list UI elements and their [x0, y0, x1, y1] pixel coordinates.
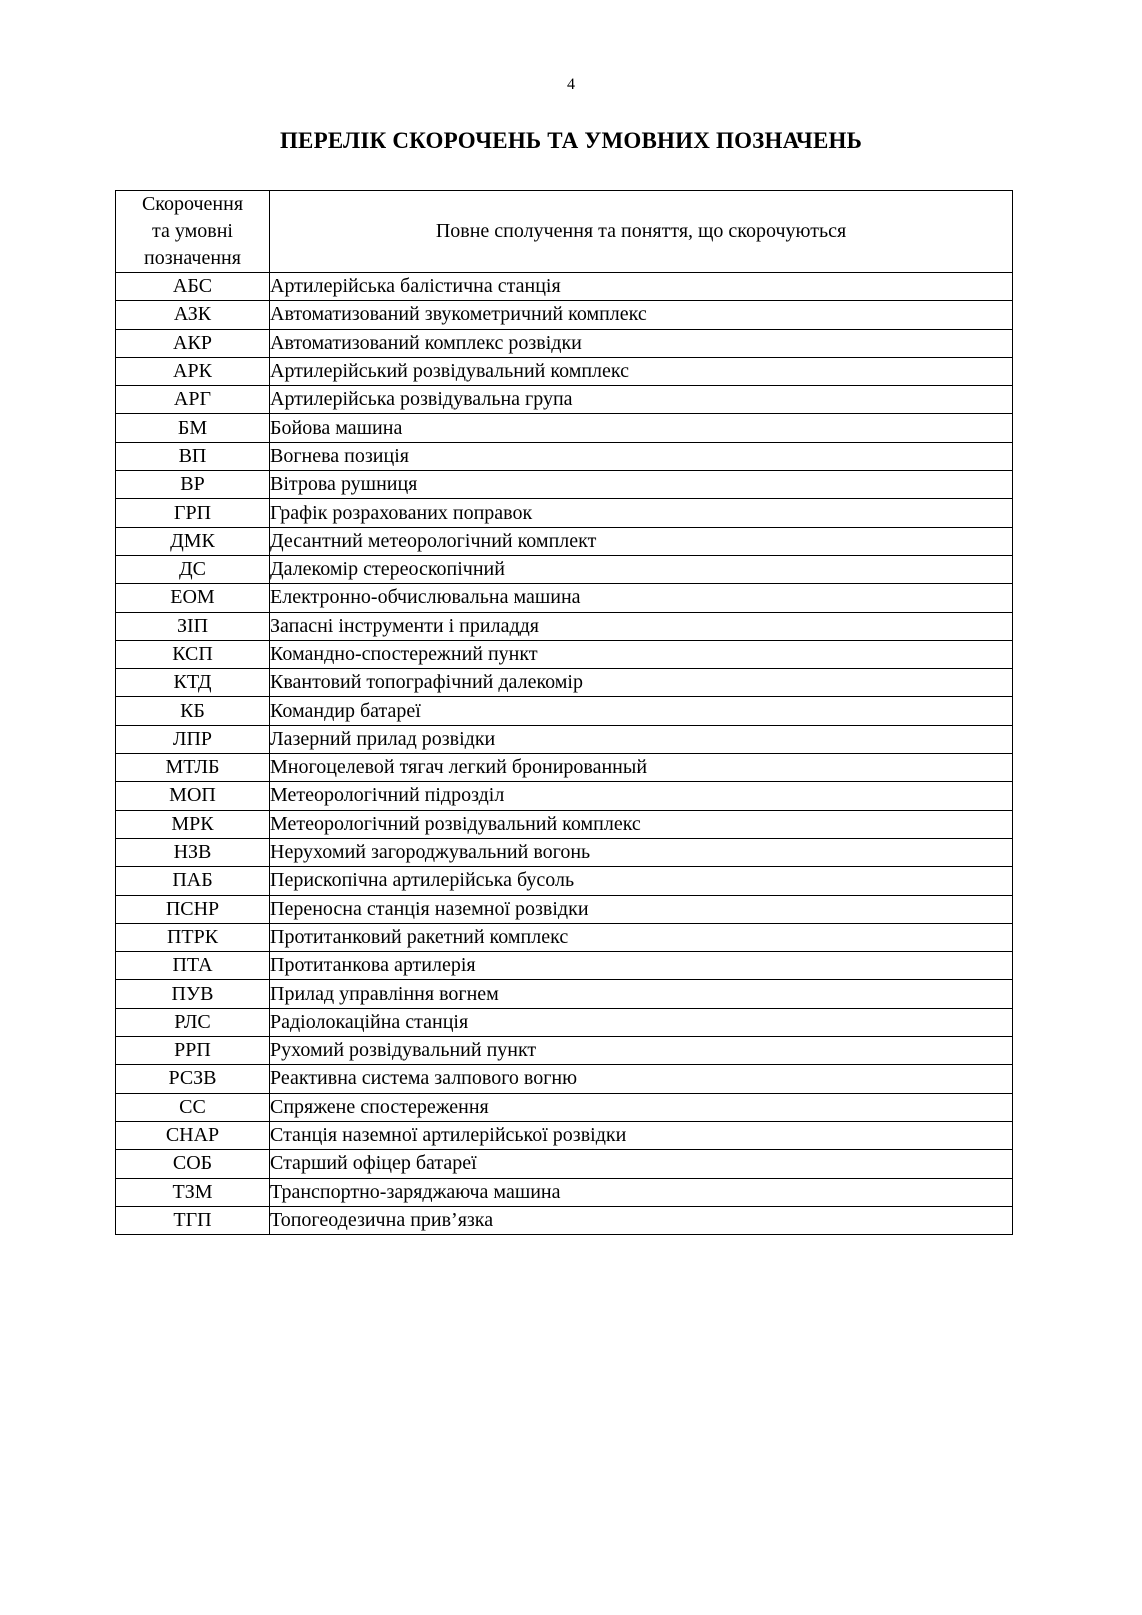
- table-row: [116, 782, 1013, 810]
- abbreviation-cell: ЛПР: [116, 725, 270, 753]
- full-meaning-cell: Лазерний прилад розвідки: [270, 725, 1013, 753]
- abbreviation-cell: ТГП: [116, 1206, 270, 1234]
- header-full-meaning: Повне сполучення та поняття, що скорочуються: [270, 191, 1013, 273]
- abbreviation-cell: ДМК: [116, 527, 270, 555]
- full-meaning-cell: Перископічна артилерійська бусоль: [270, 867, 1013, 895]
- table-row: [116, 1065, 1013, 1093]
- abbreviation-cell: ПТРК: [116, 923, 270, 951]
- full-meaning-cell: Десантний метеорологічний комплект: [270, 527, 1013, 555]
- table-row: [116, 329, 1013, 357]
- full-meaning-cell: Топогеодезична прив’язка: [270, 1206, 1013, 1234]
- table-row: [116, 640, 1013, 668]
- abbreviation-cell: ПАБ: [116, 867, 270, 895]
- table-row: [116, 499, 1013, 527]
- header-abbreviation-line: позначення: [144, 247, 241, 269]
- full-meaning-cell: Вогнева позиція: [270, 442, 1013, 470]
- abbreviation-cell: МРК: [116, 810, 270, 838]
- table-row: [116, 838, 1013, 866]
- abbreviation-cell: БМ: [116, 414, 270, 442]
- table-row: [116, 442, 1013, 470]
- full-meaning-cell: Транспортно-заряджаюча машина: [270, 1178, 1013, 1206]
- table-row: [116, 357, 1013, 385]
- abbreviation-cell: КСП: [116, 640, 270, 668]
- header-abbreviation: [116, 191, 270, 273]
- full-meaning-cell: Командно-спостережний пункт: [270, 640, 1013, 668]
- full-meaning-cell: Многоцелевой тягач легкий бронированный: [270, 754, 1013, 782]
- abbreviation-cell: СОБ: [116, 1150, 270, 1178]
- table-row: [116, 1121, 1013, 1149]
- table-row: [116, 1008, 1013, 1036]
- abbreviation-cell: АКР: [116, 329, 270, 357]
- abbreviation-cell: ТЗМ: [116, 1178, 270, 1206]
- abbreviation-cell: ПСНР: [116, 895, 270, 923]
- full-meaning-cell: Бойова машина: [270, 414, 1013, 442]
- abbreviation-cell: ВП: [116, 442, 270, 470]
- abbreviation-cell: НЗВ: [116, 838, 270, 866]
- abbreviation-cell: ВР: [116, 471, 270, 499]
- abbreviation-cell: РСЗВ: [116, 1065, 270, 1093]
- table-row: [116, 471, 1013, 499]
- table-row: [116, 810, 1013, 838]
- full-meaning-cell: Артилерійська балістична станція: [270, 273, 1013, 301]
- abbreviation-cell: КБ: [116, 697, 270, 725]
- abbreviation-cell: ДС: [116, 555, 270, 583]
- full-meaning-cell: Нерухомий загороджувальний вогонь: [270, 838, 1013, 866]
- full-meaning-cell: Командир батареї: [270, 697, 1013, 725]
- full-meaning-cell: Квантовий топографічний далекомір: [270, 669, 1013, 697]
- abbreviation-cell: АРК: [116, 357, 270, 385]
- abbreviation-cell: РРП: [116, 1037, 270, 1065]
- table-body: [116, 273, 1013, 1235]
- header-abbreviation-line: та умовні: [152, 220, 233, 242]
- table-row: [116, 273, 1013, 301]
- full-meaning-cell: Вітрова рушниця: [270, 471, 1013, 499]
- table-row: [116, 669, 1013, 697]
- abbreviation-cell: КТД: [116, 669, 270, 697]
- full-meaning-cell: Протитанковий ракетний комплекс: [270, 923, 1013, 951]
- table-row: [116, 895, 1013, 923]
- full-meaning-cell: Радіолокаційна станція: [270, 1008, 1013, 1036]
- full-meaning-cell: Метеорологічний розвідувальний комплекс: [270, 810, 1013, 838]
- table-row: [116, 725, 1013, 753]
- abbreviation-cell: МОП: [116, 782, 270, 810]
- table-row: [116, 386, 1013, 414]
- table-row: [116, 1037, 1013, 1065]
- abbreviation-cell: ГРП: [116, 499, 270, 527]
- table-row: [116, 584, 1013, 612]
- abbreviation-cell: СНАР: [116, 1121, 270, 1149]
- abbreviation-cell: АРГ: [116, 386, 270, 414]
- table-row: [116, 980, 1013, 1008]
- table-row: [116, 414, 1013, 442]
- table-header-row: [116, 191, 1013, 273]
- full-meaning-cell: Артилерійська розвідувальна група: [270, 386, 1013, 414]
- full-meaning-cell: Реактивна система залпового вогню: [270, 1065, 1013, 1093]
- full-meaning-cell: Протитанкова артилерія: [270, 952, 1013, 980]
- table-row: [116, 527, 1013, 555]
- full-meaning-cell: Запасні інструменти і приладдя: [270, 612, 1013, 640]
- abbreviation-cell: АБС: [116, 273, 270, 301]
- header-abbreviation-line: Скорочення: [141, 193, 244, 215]
- full-meaning-cell: Старший офіцер батареї: [270, 1150, 1013, 1178]
- full-meaning-cell: Станція наземної артилерійської розвідки: [270, 1121, 1013, 1149]
- abbreviation-cell: ЗІП: [116, 612, 270, 640]
- page-number: 4: [567, 76, 575, 93]
- full-meaning-cell: Прилад управління вогнем: [270, 980, 1013, 1008]
- table-row: [116, 612, 1013, 640]
- full-meaning-cell: Електронно-обчислювальна машина: [270, 584, 1013, 612]
- table-row: [116, 867, 1013, 895]
- full-meaning-cell: Переносна станція наземної розвідки: [270, 895, 1013, 923]
- full-meaning-cell: Далекомір стереоскопічний: [270, 555, 1013, 583]
- table-row: [116, 923, 1013, 951]
- abbreviation-cell: АЗК: [116, 301, 270, 329]
- table-row: [116, 754, 1013, 782]
- table-row: [116, 555, 1013, 583]
- abbreviation-cell: РЛС: [116, 1008, 270, 1036]
- table-row: [116, 952, 1013, 980]
- abbreviation-cell: ПУВ: [116, 980, 270, 1008]
- full-meaning-cell: Графік розрахованих поправок: [270, 499, 1013, 527]
- table-row: [116, 1206, 1013, 1234]
- full-meaning-cell: Рухомий розвідувальний пункт: [270, 1037, 1013, 1065]
- table-row: [116, 1093, 1013, 1121]
- full-meaning-cell: Автоматизований комплекс розвідки: [270, 329, 1013, 357]
- abbreviations-table: [115, 190, 1013, 1235]
- full-meaning-cell: Артилерійський розвідувальний комплекс: [270, 357, 1013, 385]
- abbreviation-cell: ПТА: [116, 952, 270, 980]
- table-row: [116, 697, 1013, 725]
- abbreviation-cell: МТЛБ: [116, 754, 270, 782]
- table-row: [116, 1178, 1013, 1206]
- full-meaning-cell: Метеорологічний підрозділ: [270, 782, 1013, 810]
- table-row: [116, 1150, 1013, 1178]
- full-meaning-cell: Автоматизований звукометричний комплекс: [270, 301, 1013, 329]
- abbreviation-cell: ЕОМ: [116, 584, 270, 612]
- abbreviation-cell: СС: [116, 1093, 270, 1121]
- page-title: ПЕРЕЛІК СКОРОЧЕНЬ ТА УМОВНИХ ПОЗНАЧЕНЬ: [279, 128, 863, 153]
- table-row: [116, 301, 1013, 329]
- full-meaning-cell: Спряжене спостереження: [270, 1093, 1013, 1121]
